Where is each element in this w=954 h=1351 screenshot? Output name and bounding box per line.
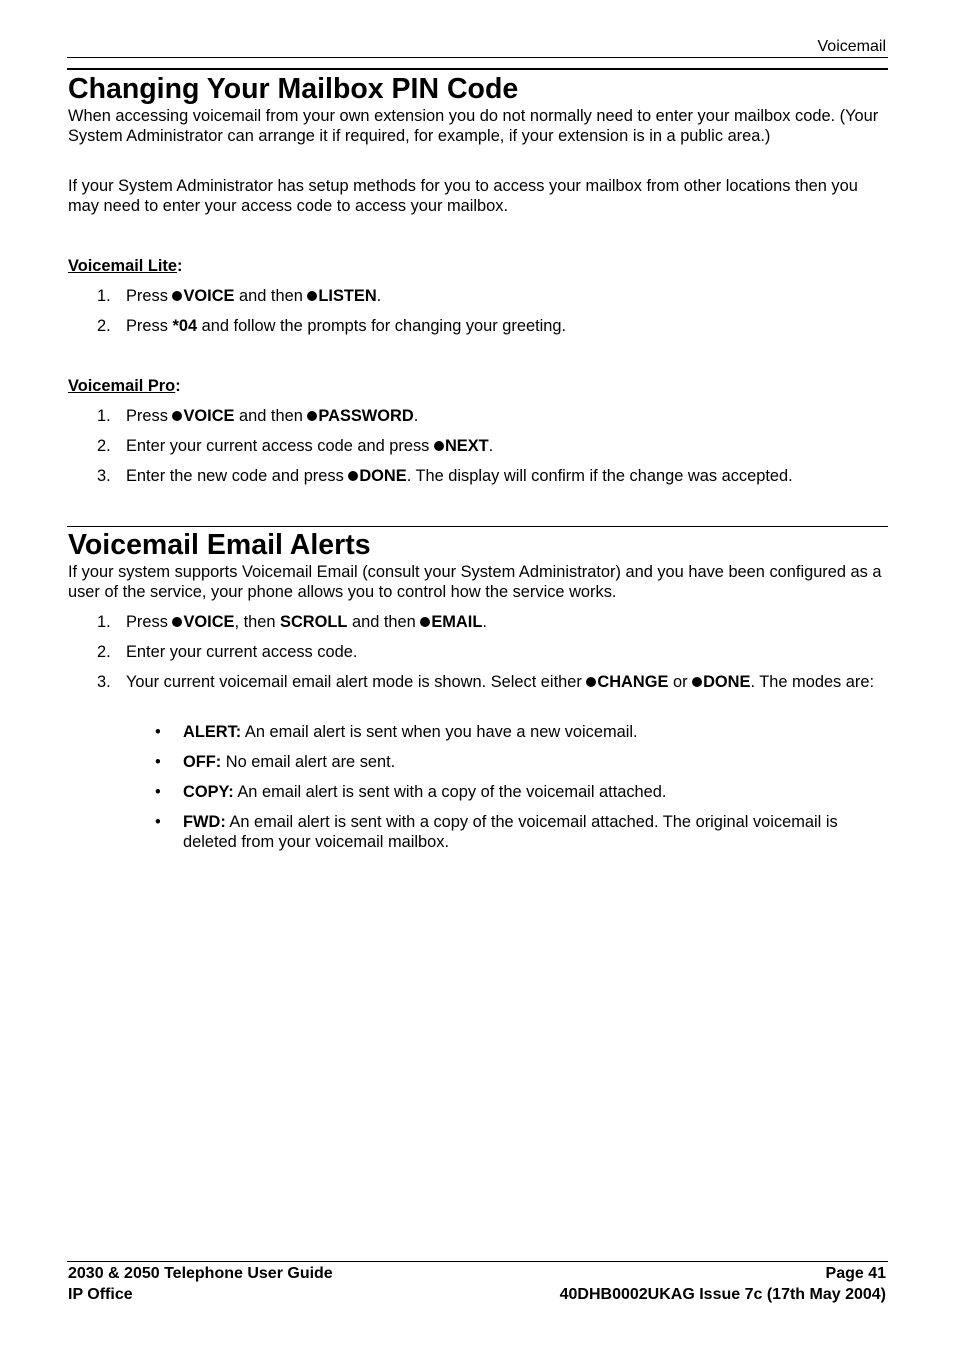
pin-access-paragraph: [68, 176, 890, 216]
softkey-icon: [307, 411, 317, 421]
footer-issue: 40DHB0002UKAG Issue 7c (17th May 2004): [559, 1286, 886, 1303]
bullet-icon: •: [155, 813, 161, 831]
softkey-icon: [586, 677, 596, 687]
alerts-intro-paragraph: [68, 562, 890, 602]
pin-para-1: When accessing voicemail from your own extension you do not normally need to enter your mailbox code. (Your System Administrator can arrange it if required, for example, if your extension is in a public area.): [68, 107, 879, 145]
softkey-icon: [172, 617, 182, 627]
footer-guide-title: 2030 & 2050 Telephone User Guide: [68, 1265, 333, 1282]
softkey-icon: [348, 471, 358, 481]
softkey-icon: [434, 441, 444, 451]
subheading-voicemail-pro: Voicemail Pro:: [68, 377, 181, 395]
section-title-email-alerts: Voicemail Email Alerts: [68, 529, 371, 561]
running-header: Voicemail: [817, 38, 886, 55]
section-divider: [67, 526, 888, 527]
softkey-icon: [307, 291, 317, 301]
bullet-icon: •: [155, 753, 161, 771]
softkey-icon: [692, 677, 702, 687]
footer-page-number: Page 41: [825, 1265, 886, 1282]
softkey-icon: [172, 291, 182, 301]
bullet-icon: •: [155, 783, 161, 801]
pin-para-2: If your System Administrator has setup methods for you to access your mailbox from other locations then you may need to enter your access code to access your mailbox.: [68, 177, 858, 215]
footer-product: IP Office: [68, 1286, 133, 1303]
header-rule-thick: [67, 68, 888, 70]
footer-line-1: [68, 1264, 886, 1284]
header-rule-thin: [67, 57, 888, 58]
bullet-icon: •: [155, 723, 161, 741]
subheading-voicemail-lite: Voicemail Lite:: [68, 257, 183, 275]
pin-intro-paragraph: [68, 106, 890, 146]
softkey-icon: [420, 617, 430, 627]
footer-line-2: [68, 1285, 886, 1305]
alerts-para-1: If your system supports Voicemail Email (consult your System Administrator) and you have been configured as a user of the service, your phone allows you to control how the service works.: [68, 563, 882, 601]
footer-rule: [67, 1261, 888, 1262]
section-title-pin: Changing Your Mailbox PIN Code: [68, 73, 519, 105]
softkey-icon: [172, 411, 182, 421]
